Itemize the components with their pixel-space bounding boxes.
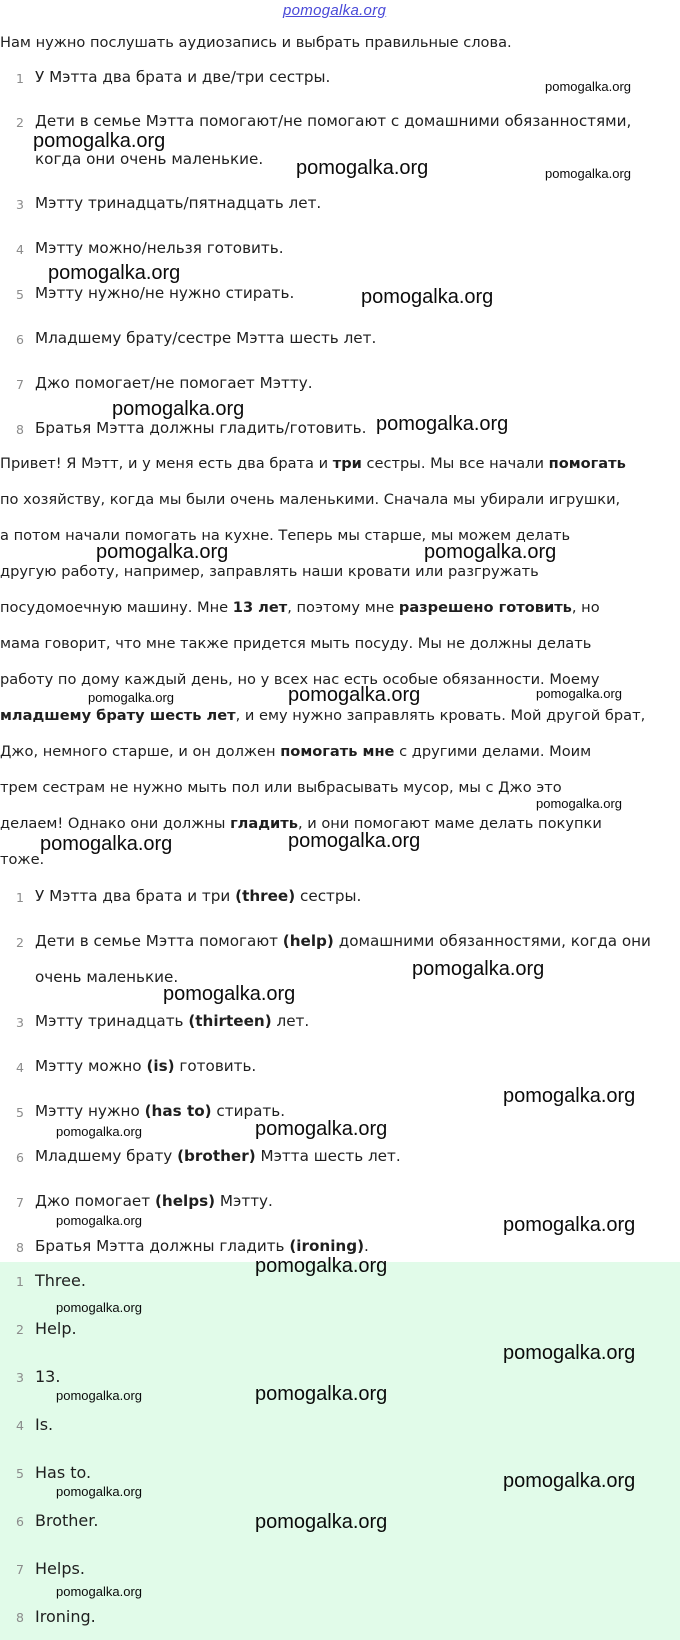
watermark: pomogalka.org (412, 958, 545, 980)
answer-text: Brother. (35, 1511, 99, 1530)
watermark: pomogalka.org (255, 1383, 388, 1405)
answer-text: Ironing. (35, 1607, 96, 1626)
watermark: pomogalka.org (255, 1118, 388, 1140)
watermark: pomogalka.org (255, 1255, 388, 1277)
item-text: Мэтту тринадцать/пятнадцать лет. (35, 194, 322, 212)
instruction-text: Нам нужно послушать аудиозапись и выбрать правильные слова. (0, 34, 512, 51)
item-text: Мэтту можно (is) готовить. (35, 1057, 257, 1075)
item-number: 6 (16, 1150, 24, 1165)
item-number: 2 (16, 935, 24, 950)
watermark: pomogalka.org (503, 1085, 636, 1107)
item-number: 2 (16, 1322, 24, 1337)
answer-text: Three. (35, 1271, 86, 1290)
story-line: Джо, немного старше, и он должен помогать мне с другими делами. Моим (0, 743, 592, 760)
item-text: Джо помогает/не помогает Мэтту. (35, 374, 313, 392)
story-line: работу по дому каждый день, но у всех нас есть особые обязанности. Моему (0, 671, 600, 688)
item-text: Младшему брату (brother) Мэтта шесть лет. (35, 1147, 401, 1165)
story-line: по хозяйству, когда мы были очень маленькими. Сначала мы убирали игрушки, (0, 491, 621, 508)
item-number: 5 (16, 1105, 24, 1120)
watermark: pomogalka.org (56, 1584, 142, 1599)
item-number: 4 (16, 1060, 24, 1075)
story-line: Привет! Я Мэтт, и у меня есть два брата и три сестры. Мы все начали помогать (0, 455, 626, 472)
watermark: pomogalka.org (376, 413, 509, 435)
watermark: pomogalka.org (536, 686, 622, 701)
item-number: 7 (16, 1562, 24, 1577)
answer-text: Helps. (35, 1559, 85, 1578)
watermark: pomogalka.org (56, 1124, 142, 1139)
item-text: очень маленькие. (35, 968, 179, 986)
watermark: pomogalka.org (56, 1213, 142, 1228)
watermark: pomogalka.org (163, 983, 296, 1005)
watermark: pomogalka.org (503, 1214, 636, 1236)
item-number: 8 (16, 1610, 24, 1625)
item-number: 3 (16, 1015, 24, 1030)
story-line: трем сестрам не нужно мыть пол или выбрасывать мусор, мы с Джо это (0, 779, 562, 796)
watermark: pomogalka.org (56, 1484, 142, 1499)
answer-text: 13. (35, 1367, 61, 1386)
item-text: Джо помогает (helps) Мэтту. (35, 1192, 273, 1210)
answer-text: Is. (35, 1415, 54, 1434)
item-number: 6 (16, 332, 24, 347)
watermark: pomogalka.org (56, 1300, 142, 1315)
item-text: У Мэтта два брата и три (three) сестры. (35, 887, 362, 905)
story-line: а потом начали помогать на кухне. Теперь мы старше, мы можем делать (0, 527, 571, 544)
item-text: Младшему брату/сестре Мэтта шесть лет. (35, 329, 377, 347)
story-line: другую работу, например, заправлять наши кровати или разгружать (0, 563, 539, 580)
item-text: Дети в семье Мэтта помогают/не помогают с домашними обязанностями, (35, 112, 632, 130)
item-number: 4 (16, 242, 24, 257)
item-text: Братья Мэтта должны гладить (ironing). (35, 1237, 369, 1255)
item-number: 2 (16, 115, 24, 130)
item-text: Мэтту нужно (has to) стирать. (35, 1102, 286, 1120)
item-number: 1 (16, 1274, 24, 1289)
watermark: pomogalka.org (33, 130, 166, 152)
watermark: pomogalka.org (503, 1342, 636, 1364)
item-text: Братья Мэтта должны гладить/готовить. (35, 419, 367, 437)
item-number: 1 (16, 71, 24, 86)
watermark: pomogalka.org (56, 1388, 142, 1403)
item-number: 5 (16, 1466, 24, 1481)
item-text: Дети в семье Мэтта помогают (help) домашними обязанностями, когда они (35, 932, 651, 950)
item-number: 7 (16, 377, 24, 392)
item-number: 5 (16, 287, 24, 302)
item-text: У Мэтта два брата и две/три сестры. (35, 68, 331, 86)
story-line: делаем! Однако они должны гладить, и они помогают маме делать покупки (0, 815, 602, 832)
watermark: pomogalka.org (536, 796, 622, 811)
watermark: pomogalka.org (88, 690, 174, 705)
watermark: pomogalka.org (48, 262, 181, 284)
watermark: pomogalka.org (255, 1511, 388, 1533)
item-number: 8 (16, 422, 24, 437)
answer-text: Help. (35, 1319, 77, 1338)
item-number: 1 (16, 890, 24, 905)
site-link[interactable]: pomogalka.org (283, 2, 387, 19)
story-line: тоже. (0, 851, 45, 868)
story-line: посудомоечную машину. Мне 13 лет, поэтому мне разрешено готовить, но (0, 599, 600, 616)
item-number: 3 (16, 1370, 24, 1385)
item-number: 6 (16, 1514, 24, 1529)
item-number: 7 (16, 1195, 24, 1210)
watermark: pomogalka.org (424, 541, 557, 563)
item-number: 4 (16, 1418, 24, 1433)
watermark: pomogalka.org (40, 833, 173, 855)
story-line: младшему брату шесть лет, и ему нужно заправлять кровать. Мой другой брат, (0, 707, 646, 724)
item-text: Мэтту тринадцать (thirteen) лет. (35, 1012, 310, 1030)
item-text: Мэтту нужно/не нужно стирать. (35, 284, 295, 302)
item-number: 3 (16, 197, 24, 212)
item-number: 8 (16, 1240, 24, 1255)
watermark: pomogalka.org (288, 684, 421, 706)
watermark: pomogalka.org (296, 157, 429, 179)
item-text: Мэтту можно/нельзя готовить. (35, 239, 284, 257)
watermark: pomogalka.org (545, 79, 631, 94)
watermark: pomogalka.org (361, 286, 494, 308)
item-text: когда они очень маленькие. (35, 150, 264, 168)
answer-text: Has to. (35, 1463, 92, 1482)
watermark: pomogalka.org (96, 541, 229, 563)
story-line: мама говорит, что мне также придется мыть посуду. Мы не должны делать (0, 635, 592, 652)
watermark: pomogalka.org (112, 398, 245, 420)
watermark: pomogalka.org (288, 830, 421, 852)
watermark: pomogalka.org (503, 1470, 636, 1492)
watermark: pomogalka.org (545, 166, 631, 181)
